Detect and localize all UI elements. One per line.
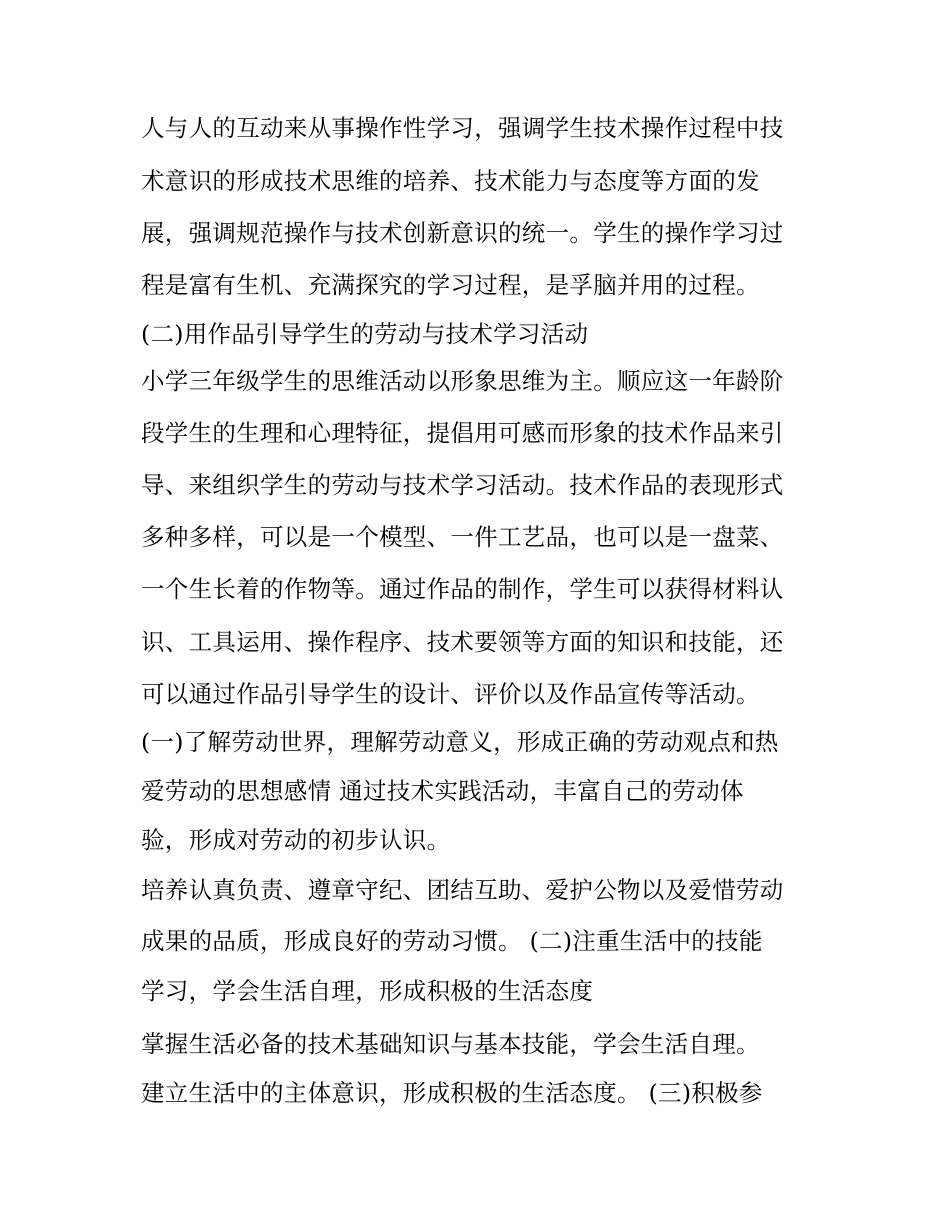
text-line: 验，形成对劳动的初步认识。 (141, 826, 451, 854)
text-line: 术意识的形成技术思维的培养、技术能力与态度等方面的发 (141, 167, 760, 195)
text-line: 建立生活中的主体意识，形成积极的生活态度。 (三)积极参 (141, 1079, 763, 1107)
text-line: 段学生的生理和心理特征，提倡用可感而形象的技术作品来引 (141, 419, 784, 447)
text-line: 人与人的互动来从事操作性学习，强调学生技术操作过程中技 (141, 114, 784, 142)
text-line: 掌握生活必备的技术基础知识与基本技能，学会生活自理。 (141, 1030, 760, 1058)
text-line: 一个生长着的作物等。通过作品的制作，学生可以获得材料认 (141, 575, 784, 603)
text-line: 多种多样，可以是一个模型、一件工艺品，也可以是一盘菜、 (141, 523, 784, 551)
text-line: 可以通过作品引导学生的设计、评价以及作品宣传等活动。 (141, 680, 760, 708)
text-line: 导、来组织学生的劳动与技术学习活动。技术作品的表现形式 (141, 471, 784, 499)
text-line: 爱劳动的思想感情 通过技术实践活动，丰富自己的劳动体 (141, 777, 744, 805)
text-line: 识、工具运用、操作程序、技术要领等方面的知识和技能，还 (141, 628, 784, 656)
text-line: 培养认真负责、遵章守纪、团结互助、爱护公物以及爱惜劳动 (141, 876, 784, 904)
text-line: 成果的品质，形成良好的劳动习惯。 (二)注重生活中的技能 (141, 927, 763, 955)
text-line: 小学三年级学生的思维活动以形象思维为主。顺应这一年龄阶 (141, 367, 784, 395)
text-line: 学习，学会生活自理，形成积极的生活态度 (141, 977, 594, 1005)
text-line: 程是富有生机、充满探究的学习过程，是孚脑并用的过程。 (141, 271, 760, 299)
text-line: (一)了解劳动世界，理解劳动意义，形成正确的劳动观点和热 (141, 728, 779, 756)
section-heading: (二)用作品引导学生的劳动与技术学习活动 (141, 320, 589, 348)
text-line: 展，强调规范操作与技术创新意识的统一。学生的操作学习过 (141, 219, 784, 247)
